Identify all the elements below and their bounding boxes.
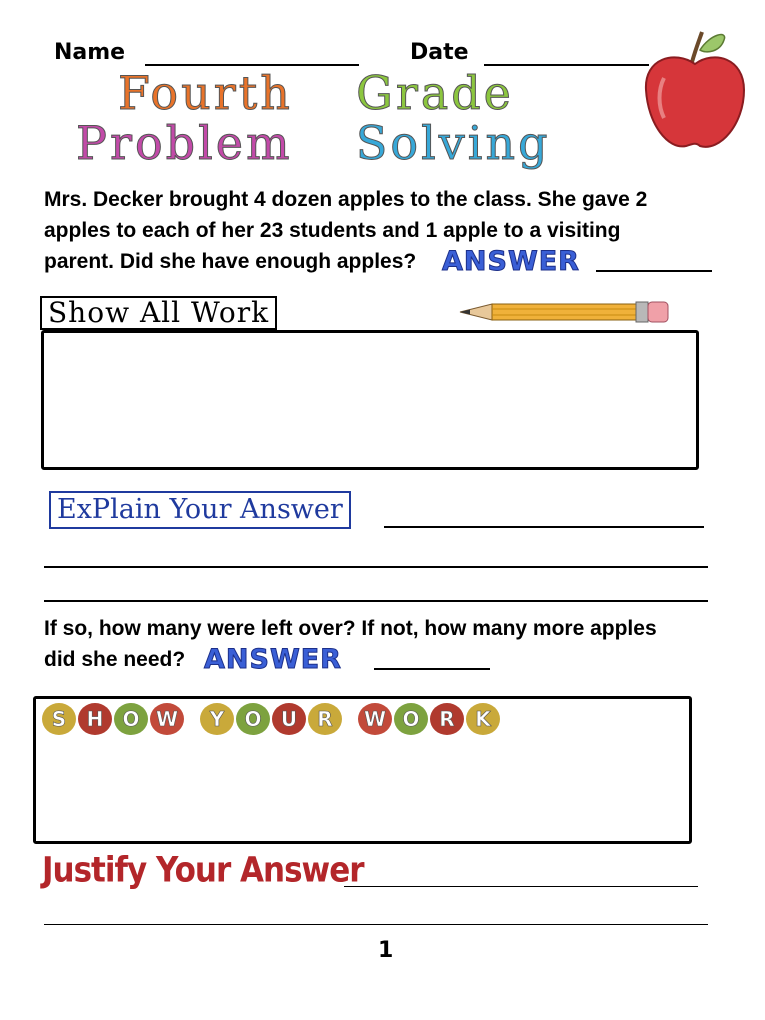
name-label: Name [54,40,126,65]
explain-field-line-2[interactable] [44,566,708,568]
problem-line-3: parent. Did she have enough apples? [44,250,417,273]
apple-letter-9: W [358,703,392,735]
problem-line-2: apples to each of her 23 students and 1 apple to a visiting [44,219,621,242]
apple-letter-4: W [150,703,184,735]
followup-line-2: did she need? [44,648,186,671]
title-word-grade: Grade [356,66,514,120]
explain-answer-label: ExPlain Your Answer [49,491,351,529]
pencil-icon [458,296,670,326]
problem-line-1: Mrs. Decker brought 4 dozen apples to the class. She gave 2 [44,188,648,211]
page-number: 1 [378,938,394,963]
apple-letter-11: R [430,703,464,735]
answer-field-1[interactable] [596,270,712,272]
problem-text [44,184,744,277]
justify-field-line-1[interactable] [344,886,698,887]
apple-letter-2: H [78,703,112,735]
apple-letter-8: R [308,703,342,735]
title-line-1 [118,66,514,120]
apple-letter-7: U [272,703,306,735]
followup-line-1: If so, how many were left over? If not, how many more apples [44,617,657,640]
apple-letter-10: O [394,703,428,735]
apple-letter-12: K [466,703,500,735]
title-line-2 [76,116,551,170]
date-label: Date [410,40,469,65]
apple-letter-5: Y [200,703,234,735]
work-area-1[interactable] [41,330,699,470]
show-your-work-banner [42,703,502,735]
apple-icon [640,28,750,153]
answer-badge-1: ANSWER [442,246,580,277]
answer-badge-2: ANSWER [204,644,342,675]
show-all-work-label: Show All Work [40,296,277,330]
followup-text [44,613,744,675]
apple-letter-1: S [42,703,76,735]
title-word-solving: Solving [355,116,551,170]
justify-answer-label: Justify Your Answer [42,850,364,891]
justify-field-line-2[interactable] [44,924,708,925]
title-word-problem: Problem [76,116,293,170]
answer-field-2[interactable] [374,668,490,670]
apple-letter-3: O [114,703,148,735]
explain-field-line-3[interactable] [44,600,708,602]
explain-field-line-1[interactable] [384,526,704,528]
title-word-fourth: Fourth [118,66,293,120]
apple-letter-6: O [236,703,270,735]
